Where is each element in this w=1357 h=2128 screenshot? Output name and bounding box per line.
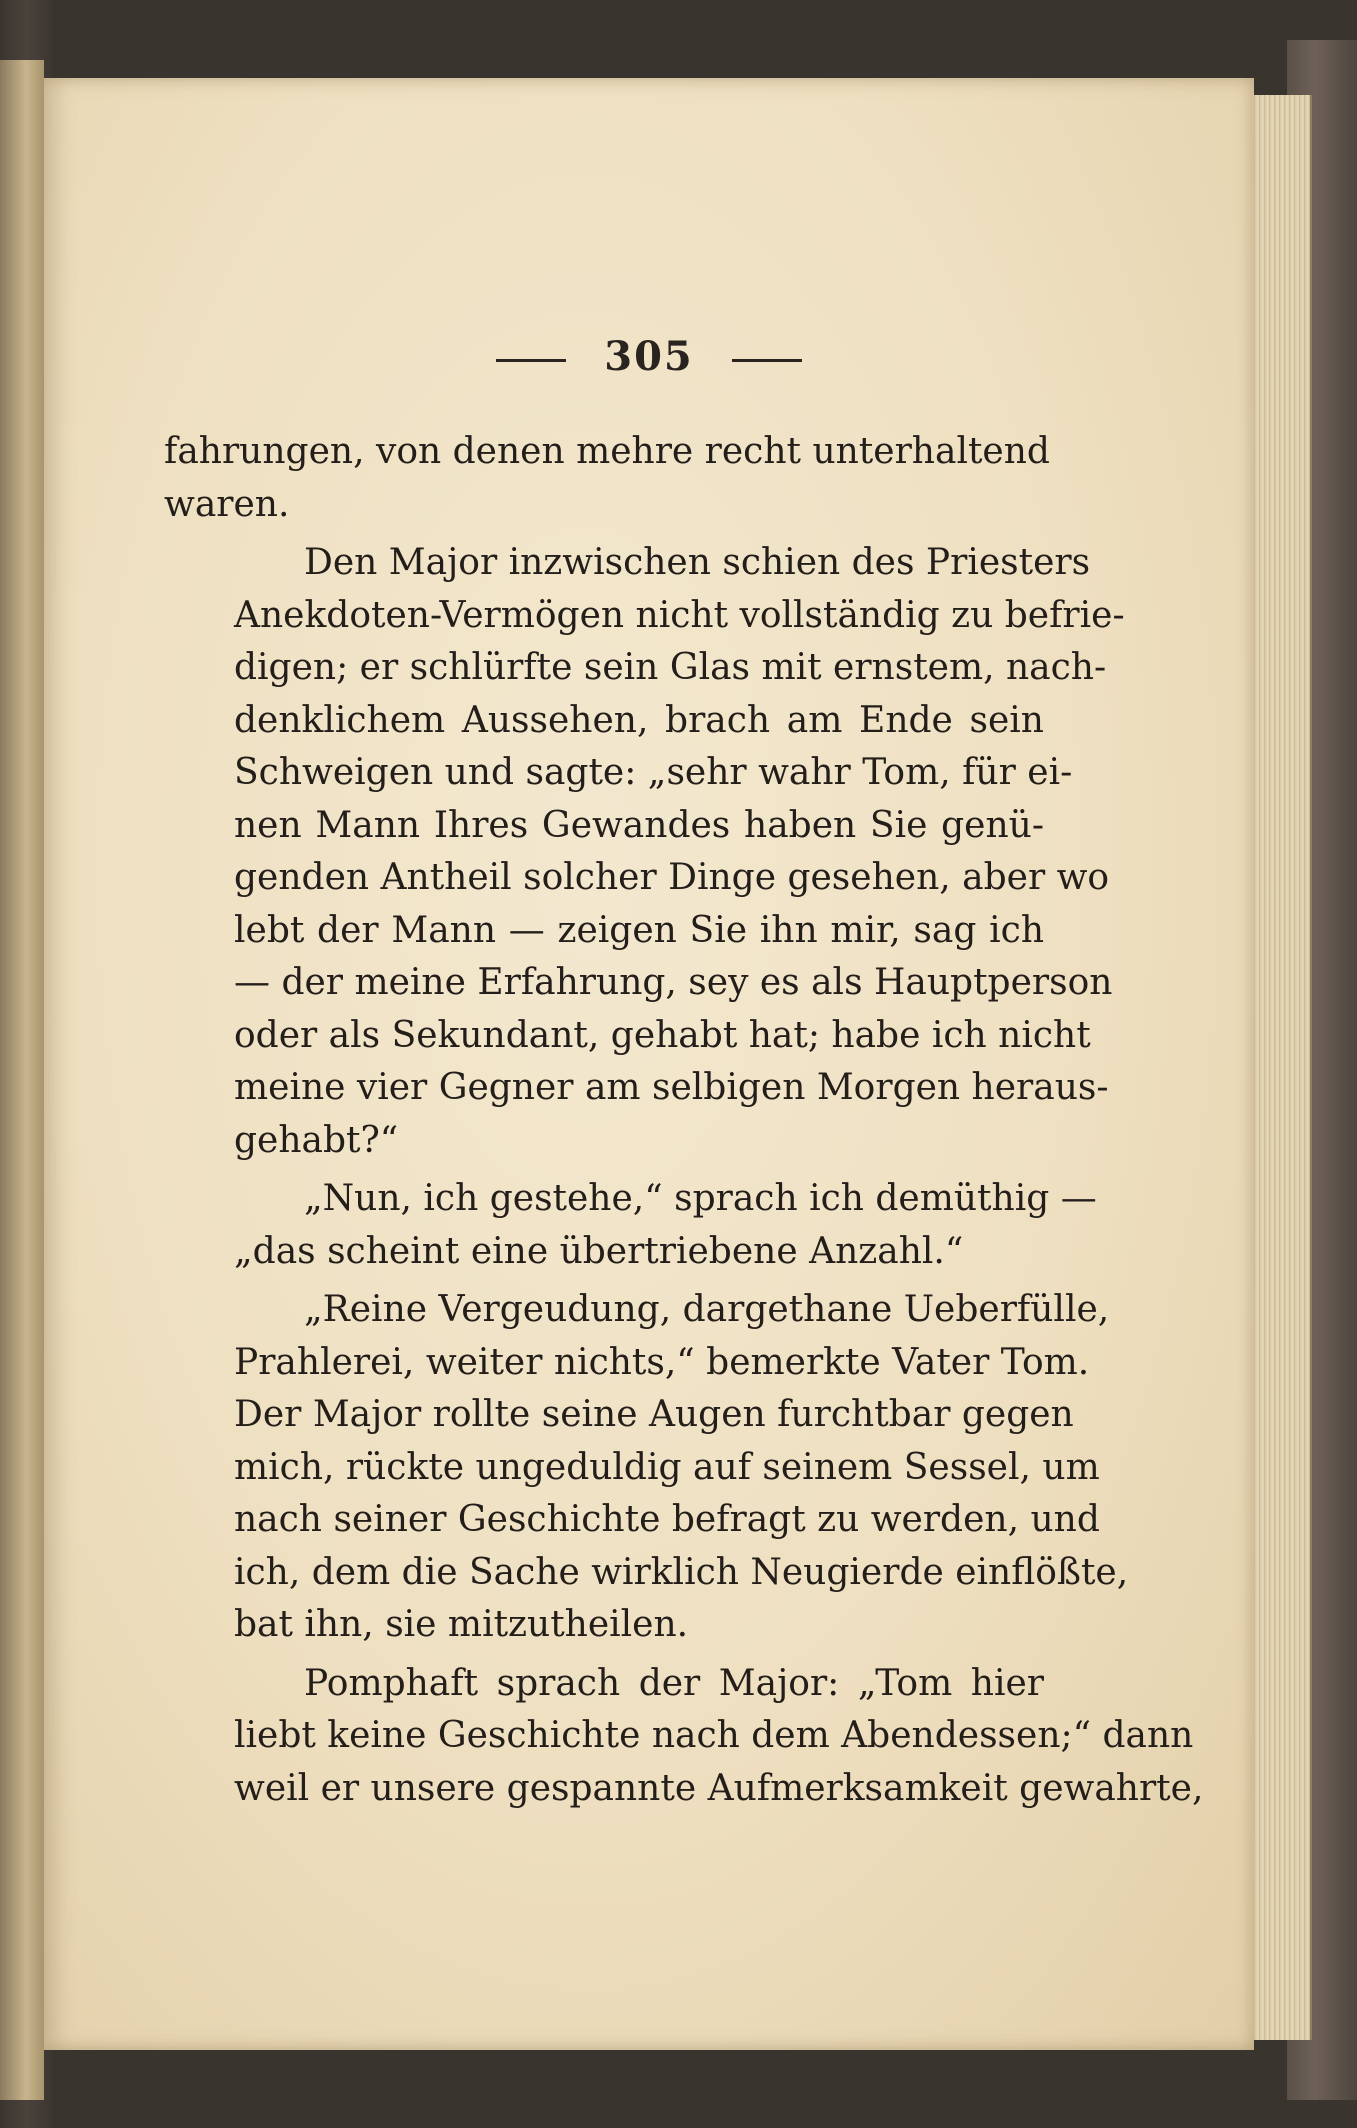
text-line: weil er unsere gespannte Aufmerksamkeit gewahrte, bbox=[234, 1767, 1204, 1809]
text-line: waren. bbox=[164, 483, 290, 525]
page-header bbox=[44, 333, 1254, 380]
text-line: Prahlerei, weiter nichts,“ bemerkte Vater Tom. bbox=[234, 1341, 1090, 1383]
text-line: Schweigen und sagte: „sehr wahr Tom, für ei- bbox=[234, 752, 1073, 793]
text-line: „das scheint eine übertriebene Anzahl.“ bbox=[234, 1230, 964, 1272]
page-stack-edge bbox=[1250, 95, 1312, 2040]
header-dash-right bbox=[732, 359, 802, 362]
text-line: liebt keine Geschichte nach dem Abendessen;“ dann bbox=[234, 1715, 1194, 1756]
text-line: fahrungen, von denen mehre recht unterhaltend bbox=[164, 431, 1050, 472]
left-page-edge bbox=[0, 60, 44, 2100]
text-line: Den Major inzwischen schien des Priesters bbox=[304, 542, 1091, 583]
text-line: Der Major rollte seine Augen furchtbar gegen bbox=[234, 1394, 1074, 1435]
text-line: „Reine Vergeudung, dargethane Ueberfülle, bbox=[304, 1289, 1110, 1330]
text-line: digen; er schlürfte sein Glas mit ernstem, nach- bbox=[234, 647, 1107, 688]
page-number: 305 bbox=[604, 333, 694, 380]
text-line: nach seiner Geschichte befragt zu werden, und bbox=[234, 1499, 1100, 1540]
paragraph bbox=[164, 537, 1125, 1167]
text-line: „Nun, ich gestehe,“ sprach ich demüthig — bbox=[304, 1178, 1097, 1219]
header-dash-left bbox=[496, 359, 566, 362]
text-line: ich, dem die Sache wirklich Neugierde einflößte, bbox=[234, 1551, 1129, 1593]
text-line: meine vier Gegner am selbigen Morgen heraus- bbox=[234, 1067, 1109, 1108]
text-line: — der meine Erfahrung, sey es als Hauptperson bbox=[234, 962, 1113, 1003]
book-page bbox=[44, 78, 1254, 2050]
text-line: Anekdoten-Vermögen nicht vollständig zu befrie- bbox=[234, 594, 1125, 636]
text-line: Pomphaft sprach der Major: „Tom hier bbox=[304, 1662, 1044, 1704]
text-line: oder als Sekundant, gehabt hat; habe ich nicht bbox=[234, 1014, 1091, 1056]
paragraph bbox=[164, 1658, 1204, 1816]
text-line: lebt der Mann — zeigen Sie ihn mir, sag ich bbox=[234, 909, 1044, 951]
text-line: mich, rückte ungeduldig auf seinem Sessel, um bbox=[234, 1446, 1100, 1488]
text-line: denklichem Aussehen, brach am Ende sein bbox=[234, 699, 1044, 741]
text-line: bat ihn, sie mitzutheilen. bbox=[234, 1604, 689, 1645]
text-line: genden Antheil solcher Dinge gesehen, aber wo bbox=[234, 857, 1110, 898]
paragraph bbox=[164, 1173, 1097, 1278]
text-line: nen Mann Ihres Gewandes haben Sie genü- bbox=[234, 804, 1044, 846]
text-line: gehabt?“ bbox=[234, 1119, 399, 1161]
paragraph bbox=[164, 1284, 1129, 1652]
paragraph bbox=[164, 426, 1050, 531]
page-body-text bbox=[164, 426, 1204, 1821]
